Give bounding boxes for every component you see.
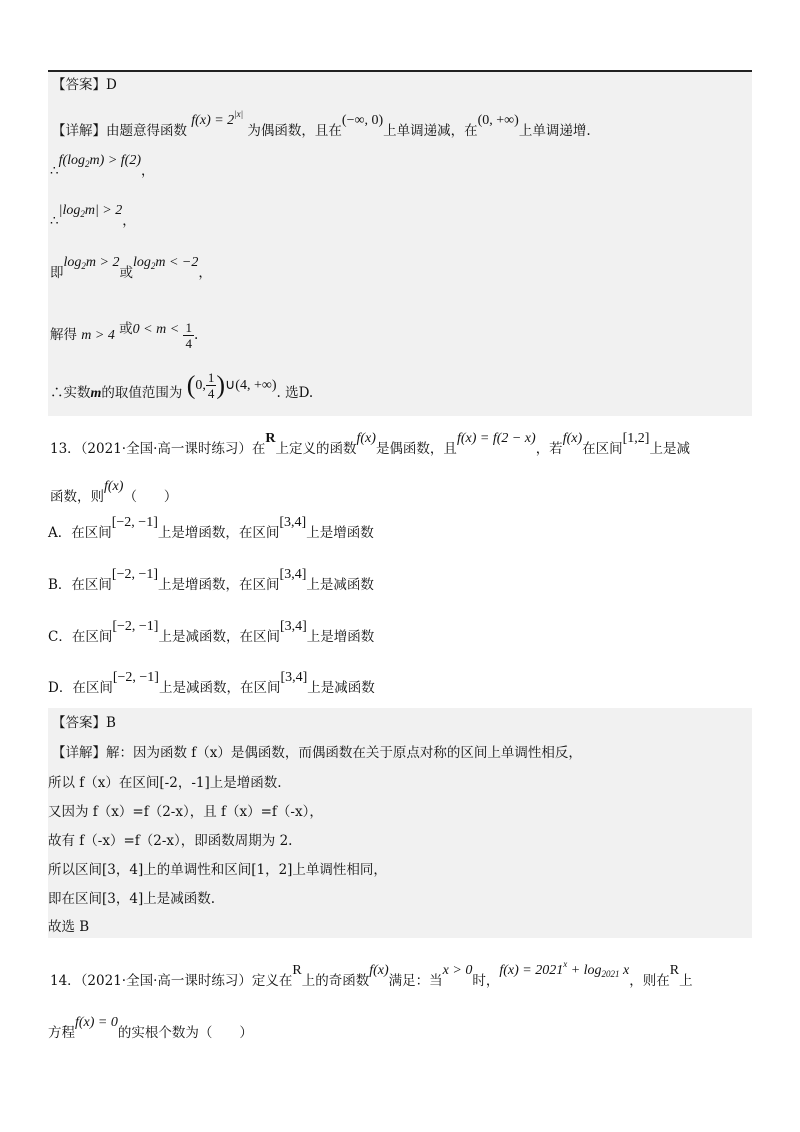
therefore-symbol: ∴ (50, 163, 59, 179)
interval: [−2, −1] (111, 567, 159, 582)
set-R: R (292, 963, 302, 978)
interval: [−2, −1] (112, 670, 159, 685)
equation-fx-zero: f(x) = 0 (75, 1015, 118, 1030)
interval: [3,4] (279, 619, 307, 634)
question-14-line-1: 14．（2021·全国·高一课时练习）定义在R上的奇函数f(x)满足：当x > 0时，$f(x) = 2021^x + \log_{2021} x$，则在R上 (50, 959, 693, 989)
step-1: $\therefore f(\log_2m) > f(2)$， (50, 153, 155, 179)
option-a[interactable]: A．在区间[−2, −1]上是增函数，在区间[3,4]上是增函数 (48, 515, 374, 541)
step-2: $\therefore|\log_2m| > 2$， (50, 203, 136, 229)
detail-label: 【详解】 (52, 123, 106, 139)
detail-line: 【详解】解：因为函数 f（x）是偶函数，而偶函数在关于原点对称的区间上单调性相反， (52, 745, 582, 761)
function-fx: f(x) (369, 963, 389, 978)
detail-line (52, 109, 591, 141)
interval: [3,4] (279, 567, 307, 582)
interval-negative: (−∞, 0) (341, 113, 384, 128)
step-2-formula: $|\log_2m| > 2$ (58, 203, 123, 219)
option-d[interactable]: D．在区间[−2, −1]上是减函数，在区间[3,4]上是减函数 (48, 670, 375, 696)
detail-line: 所以 f（x）在区间[-2，-1]上是增函数. (48, 775, 282, 791)
function-definition: $f(x) = 2021^x + \log_{2021} x$ (499, 959, 630, 979)
fraction-one-quarter: $\frac{1}{4}$ (185, 320, 192, 351)
detail-line: 故选 B (48, 919, 90, 935)
step-4-formula-b: 0 < m < (132, 322, 180, 337)
step-4: 解得 m > 4 或0 < m < $\frac{1}{4}$ . (50, 320, 199, 351)
function-formula: $f(x) = 2^{|x|}$ (191, 109, 244, 128)
detail-text: 为偶函数，且在 (247, 123, 342, 139)
answer-line: 【答案】D (52, 77, 117, 93)
interval: [−2, −1] (111, 515, 158, 530)
detail-line: 故有 f（-x）=f（2-x），即函数周期为 2. (48, 833, 293, 849)
interval: [3,4] (279, 515, 307, 530)
set-R: R (265, 431, 276, 446)
function-fx: f(x) (356, 431, 376, 446)
detail-line: 所以区间[3，4]上的单调性和区间[1，2]上单调性相同， (48, 862, 387, 878)
answer-line: 【答案】B (52, 715, 116, 731)
step-4-formula-a: m > 4 (81, 328, 115, 343)
interval-positive: (0, +∞) (477, 113, 519, 128)
therefore-symbol: ∴ (50, 213, 59, 229)
step-1-formula: $f(\log_2m) > f(2)$ (58, 153, 141, 169)
step-3-formula-a: $\log_2m > 2$ (63, 255, 120, 271)
function-fx: f(x) (562, 431, 583, 446)
variable-m: m (90, 386, 102, 401)
step-3-formula-b: $\log_2m < -2$ (132, 255, 199, 271)
condition-x-positive: x > 0 (442, 963, 473, 978)
function-fx: f(x) (104, 479, 124, 494)
detail-text: 上单调递增. (518, 123, 591, 139)
set-R: R (669, 963, 680, 978)
interval: [−2, −1] (112, 619, 159, 634)
question-14-line-2: 方程f(x) = 0的实根个数为（ ） (48, 1015, 253, 1041)
interval: [3,4] (280, 670, 308, 685)
step-3: 即$\log_2m > 2$或$\log_2m < -2$， (50, 255, 212, 281)
range-line: ∴实数m的取值范围为 (0, $\frac{1}{4}$ )∪(4, +∞). 选D. (50, 370, 314, 401)
question-13-line-1: 13．（2021·全国·高一课时练习）在R上定义的函数f(x)是偶函数，且f(x) = f(2 − x)，若f(x)在区间[1,2]上是减 (50, 431, 690, 457)
interval-1-2: [1,2] (622, 431, 650, 446)
range-formula: (0, $\frac{1}{4}$ )∪(4, +∞) (186, 370, 277, 401)
detail-line: 又因为 f（x）=f（2-x），且 f（x）=f（-x）， (48, 804, 323, 820)
option-b[interactable]: B．在区间[−2, −1]上是增函数，在区间[3,4]上是减函数 (48, 567, 374, 593)
symmetry-equation: f(x) = f(2 − x) (456, 431, 536, 446)
option-c[interactable]: C．在区间[−2, −1]上是减函数，在区间[3,4]上是增函数 (48, 619, 375, 645)
detail-line: 即在区间[3，4]上是减函数. (48, 891, 216, 907)
detail-text: 由题意得函数 (106, 123, 187, 139)
detail-text: 上单调递减，在 (383, 123, 478, 139)
question-13-line-2: 函数，则f(x)（ ） (50, 479, 178, 505)
